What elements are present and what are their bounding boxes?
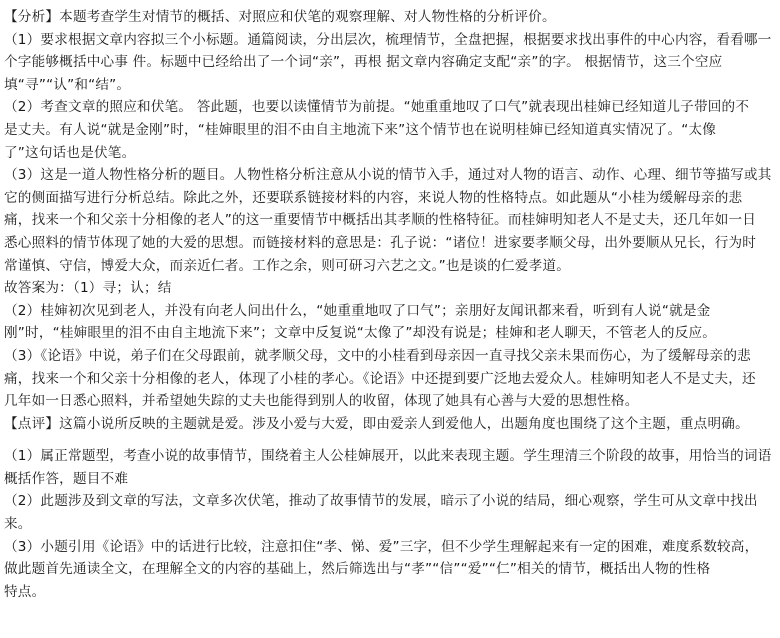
analysis-line: 个字能够概括中心事 件。标题中已经给出了一个词“亲”，再根 据文章内容确定支配“亲”的字。 根据情节，这三个空应 xyxy=(4,54,723,71)
comment-line: 【点评】这篇小说所反映的主题就是爱。涉及小爱与大爱，即由爱亲人到爱他人，出题角度也围绕了这个主题，重点明确。 xyxy=(4,415,749,432)
analysis-line: 它的侧面描写进行分析总结。除此之外，还要联系链接材料的内容，来说人物的性格特点。如此题从“小桂为缓解母亲的悲 xyxy=(4,189,743,206)
notes-line: （2）此题涉及到文章的写法，文章多次伏笔，推动了故事情节的发展，暗示了小说的结局，细心观察，学生可从文章中找出 xyxy=(4,493,758,510)
answer-line: 刚”时，“桂婶眼里的泪不由自主地流下来”；文章中反复说“太像了”却没有说是；桂婶和老人聊天，不管老人的反应。 xyxy=(4,325,717,342)
notes-line: 做此题首先通读全文，在理解全文的内容的基础上，然后筛选出与“孝”“信”“爱”“仁”相关的情节，概括出人物的性格 xyxy=(4,561,711,578)
section-spacer xyxy=(4,435,776,445)
answer-section xyxy=(4,277,776,413)
analysis-line: （3）这是一道人物性格分析的题目。人物性格分析注意从小说的情节入手，通过对人物的语言、动作、心理、细节等描写或其 xyxy=(4,167,772,184)
analysis-line: 填“寻”“认”和“结”。 xyxy=(4,76,131,93)
answer-line: 故答案为：（1）寻；认；结 xyxy=(4,280,172,297)
analysis-line: 痛，找来一个和父亲十分相像的老人”的这一重要情节中概括出其孝顺的性格特征。而桂婶明知老人不是丈夫，还几年如一日 xyxy=(4,212,757,229)
analysis-line: 常谨慎、守信，博爱大众，而亲近仁者。工作之余，则可研习六艺之文。”也是谈的仁爱孝道。 xyxy=(4,257,570,274)
analysis-section xyxy=(4,6,776,277)
analysis-line: 悉心照料的情节体现了她的大爱的思想。而链接材料的意思是：孔子说：“诸位！进家要孝顺父母，出外要顺从兄长，行为时 xyxy=(4,234,757,251)
answer-line: 痛，找来一个和父亲十分相像的老人，体现了小桂的孝心。《论语》中还提到要广泛地去爱众人。桂婶明知老人不是丈夫，还 xyxy=(4,370,756,387)
notes-line: （1）属正常题型，考查小说的故事情节，围绕着主人公桂婶展开，以此来表现主题。学生理清三个阶段的故事，用恰当的词语 xyxy=(4,448,772,465)
analysis-line: （1）要求根据文章内容拟三个小标题。通篇阅读，分出层次，梳理情节，全盘把握，根据要求找出事件的中心内容，看看哪一 xyxy=(4,31,772,48)
answer-line: 几年如一日悉心照料，并希望她失踪的丈夫也能得到别人的收留，体现了她具有心善与大爱的思想性格。 xyxy=(4,393,639,410)
answer-line: （3）《论语》中说，弟子们在父母跟前，就孝顺父母，文中的小桂看到母亲因一直寻找父亲未果而伤心，为了缓解母亲的悲 xyxy=(4,347,751,364)
analysis-line: 了”这句话也是伏笔。 xyxy=(4,144,136,161)
comment-section xyxy=(4,413,776,436)
notes-line: （3）小题引用《论语》中的话进行比较，注意扣住“孝、悌、爱”三字，但不少学生理解起来有一定的困难，难度系数较高， xyxy=(4,538,759,555)
analysis-line: 【分析】本题考查学生对情节的概括、对照应和伏笔的观察理解、对人物性格的分析评价。 xyxy=(4,9,556,25)
notes-line: 特点。 xyxy=(4,583,46,600)
notes-section xyxy=(4,445,776,603)
analysis-line: 是丈夫。有人说“就是金刚”时，“桂婶眼里的泪不由自主地流下来”这个情节也在说明桂婶已经知道真实情况了。“太像 xyxy=(4,121,717,138)
answer-line: （2）桂婶初次见到老人，并没有向老人问出什么，“她重重地叹了口气”；亲朋好友闻讯都来看，听到有人说“就是金 xyxy=(4,302,711,319)
analysis-line: （2）考查文章的照应和伏笔。 答此题，也要以读懂情节为前提。“她重重地叹了口气”就表现出桂婶已经知道儿子带回的不 xyxy=(4,99,750,116)
notes-line: 概括作答，题目不难 xyxy=(4,470,129,487)
notes-line: 来。 xyxy=(4,516,32,533)
